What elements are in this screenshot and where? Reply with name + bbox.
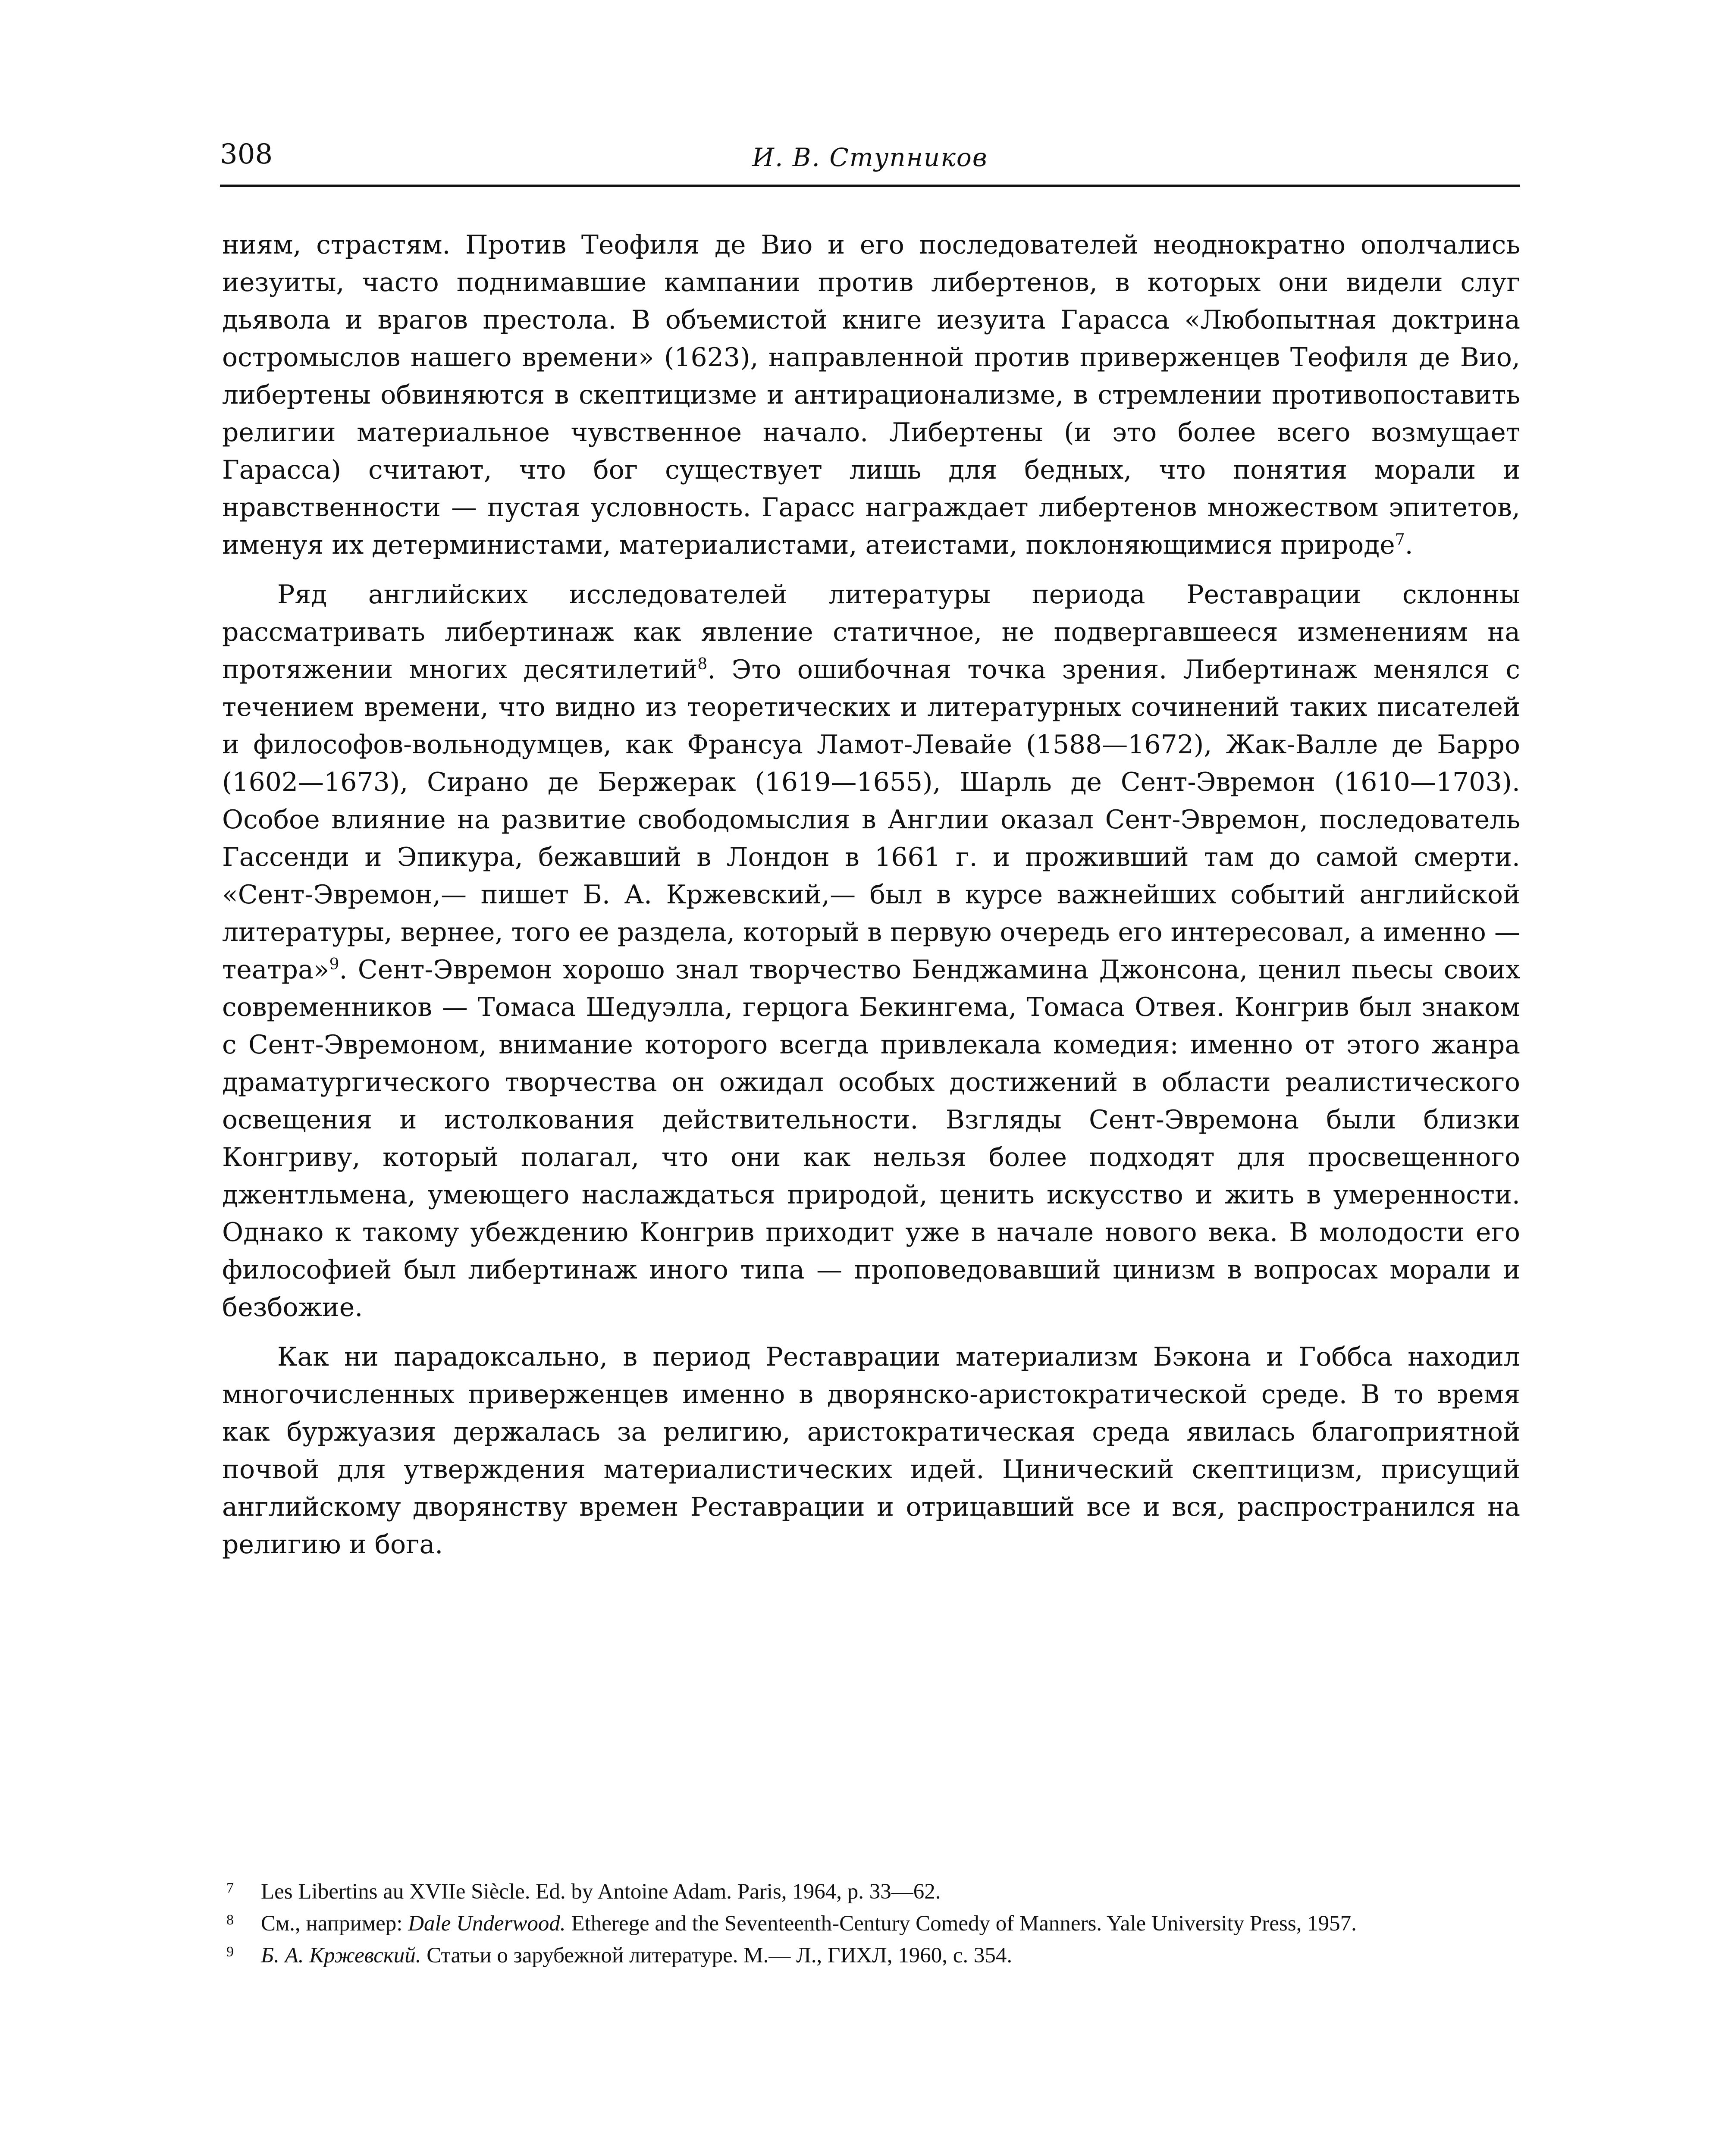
paragraph-text: Как ни парадоксально, в период Реставрации материализм Бэкона и Гоббса находил многочисленных приверженцев именно в дворянско-аристократической среде. В то время как буржуазия держалась за религию, аристократическая среда явилась благоприятной почвой для утверждения материалистических идей. Цинический скептицизм, присущий английскому дворянству времен Реставрации и отрицавший все и вся, распространился на религию и бога. bbox=[222, 1342, 1520, 1560]
paragraph-text: . Это ошибочная точка зрения. Либертинаж менялся с течением времени, что видно из теоретических и литературных сочинений таких писателей и философов-вольнодумцев, как Франсуа Ламот-Левайе (1588—1672), Жак-Валле де Барро (1602—1673), Сирано де Бержерак (1619—1655), Шарль де Сент-Эвремон (1610—1703). Особое влияние на развитие свободомыслия в Англии оказал Сент-Эвремон, последователь Гассенди и Эпикура, бежавший в Лондон в 1661 г. и проживший там до самой смерти. «Сент-Эвремон,— пишет Б. А. Кржевский,— был в курсе важнейших событий английской литературы, вернее, того ее раздела, который в первую очередь его интересовал, а именно — театра» bbox=[222, 655, 1520, 985]
footnote bbox=[222, 1878, 1520, 1905]
paragraph-text: Ряд английских исследователей литературы периода Реставрации склонны рассматривать либертинаж как явление статичное, не подвергавшееся изменениям на протяжении многих десятилетий bbox=[222, 580, 1520, 685]
paragraph-text: . bbox=[1405, 530, 1413, 560]
main-text bbox=[222, 226, 1520, 1564]
footnote-text: Статьи о зарубежной литературе. М.— Л., ГИХЛ, 1960, с. 354. bbox=[421, 1943, 1013, 1968]
running-head: И. В. Ступников bbox=[752, 143, 988, 172]
footnotes bbox=[222, 1878, 1520, 1974]
footnote-number: 9 bbox=[226, 1944, 234, 1960]
footnote-reference[interactable]: 8 bbox=[697, 655, 708, 673]
paragraph bbox=[222, 576, 1520, 1326]
footnote-reference[interactable]: 9 bbox=[329, 956, 339, 973]
footnote-reference[interactable]: 7 bbox=[1395, 531, 1405, 548]
footnote bbox=[222, 1942, 1520, 1969]
paragraph-text: . Сент-Эвремон хорошо знал творчество Бенджамина Джонсона, ценил пьесы своих современников — Томаса Шедуэлла, герцога Бекингема, Томаса Отвея. Конгрив был знаком с Сент-Эвремоном, внимание которого всегда привлекала комедия: именно от этого жанра драматургического творчества он ожидал особых достижений в области реалистического освещения и истолкования действительности. Взгляды Сент-Эвремона были близки Конгриву, который полагал, что они как нельзя более подходят для просвещенного джентльмена, умеющего наслаждаться природой, ценить искусство и жить в умеренности. Однако к такому убеждению Конгрив приходит уже в начале нового века. В молодости его философией был либертинаж иного типа — проповедовавший цинизм в вопросах морали и безбожие. bbox=[222, 955, 1520, 1322]
footnote-author: Dale Underwood. bbox=[408, 1912, 566, 1936]
footnote-text: См., например: bbox=[261, 1912, 408, 1936]
footnote-text: Les Libertins au XVIIe Siècle. Ed. by Antoine Adam. Paris, 1964, p. 33—62. bbox=[261, 1880, 941, 1904]
page-number: 308 bbox=[220, 138, 273, 170]
footnote-text: Etherege and the Seventeenth-Century Comedy of Manners. Yale University Press, 1957. bbox=[565, 1912, 1357, 1936]
paragraph-text: ниям, страстям. Против Теофиля де Вио и его последователей неоднократно ополчались иезуиты, часто поднимавшие кампании против либертенов, в которых они видели слуг дьявола и врагов престола. В объемистой книге иезуита Гарасса «Любопытная доктрина остромыслов нашего времени» (1623), направленной против приверженцев Теофиля де Вио, либертены обвиняются в скептицизме и антирационализме, в стремлении противопоставить религии материальное чувственное начало. Либертены (и это более всего возмущает Гарасса) считают, что бог существует лишь для бедных, что понятия морали и нравственности — пустая условность. Гарасс награждает либертенов множеством эпитетов, именуя их детерминистами, материалистами, атеистами, поклоняющимися природе bbox=[222, 230, 1520, 560]
footnote-number: 8 bbox=[226, 1912, 234, 1928]
footnote bbox=[222, 1910, 1520, 1937]
page-header bbox=[220, 137, 1520, 187]
paragraph bbox=[222, 226, 1520, 564]
footnote-author: Б. А. Кржевский. bbox=[261, 1943, 421, 1968]
paragraph bbox=[222, 1338, 1520, 1564]
footnote-number: 7 bbox=[226, 1880, 234, 1896]
